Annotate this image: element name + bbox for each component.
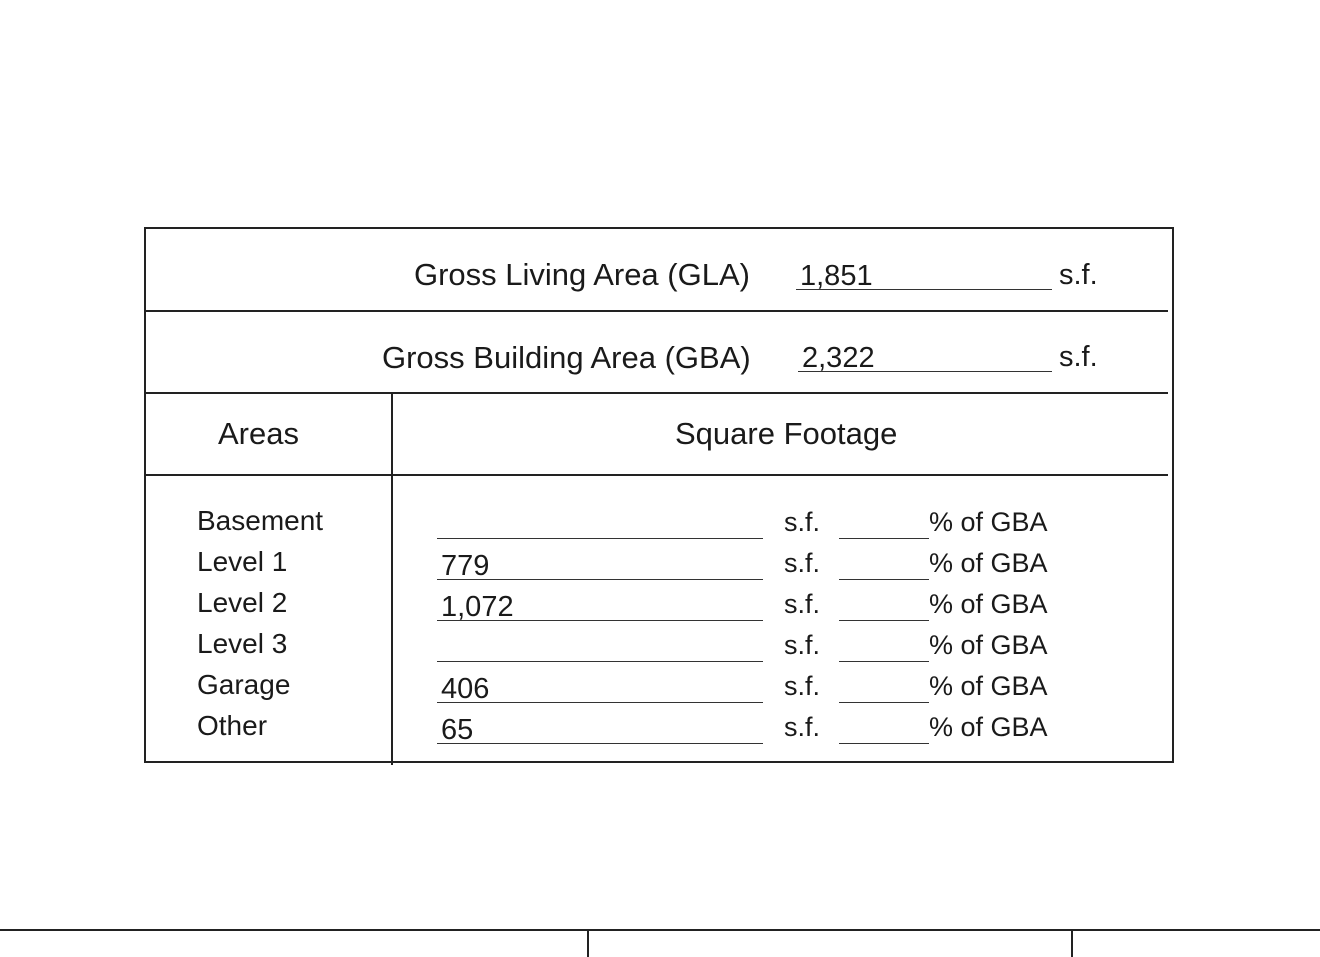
- square-footage-header: Square Footage: [675, 416, 898, 451]
- bottom-table-border: [0, 929, 1320, 931]
- gla-field[interactable]: 1,851: [796, 262, 1052, 290]
- area-name: Level 3: [197, 628, 288, 659]
- sf-unit: s.f.: [784, 630, 821, 660]
- bottom-column-divider: [587, 929, 589, 957]
- area-name: Level 1: [197, 546, 288, 577]
- area-pct-field[interactable]: [839, 716, 929, 744]
- gba-unit: s.f.: [1059, 341, 1098, 373]
- area-calculation-form: [144, 227, 1174, 763]
- gla-unit: s.f.: [1059, 259, 1098, 291]
- area-name: Level 2: [197, 587, 288, 618]
- sf-unit: s.f.: [784, 548, 821, 578]
- gba-field[interactable]: 2,322: [798, 344, 1052, 372]
- divider: [146, 392, 1168, 394]
- area-name: Basement: [197, 505, 324, 536]
- area-sqft-field[interactable]: 406: [437, 675, 763, 703]
- pct-unit: % of GBA: [929, 712, 1048, 742]
- divider: [146, 310, 1168, 312]
- area-pct-field[interactable]: [839, 552, 929, 580]
- pct-unit: % of GBA: [929, 507, 1048, 537]
- area-sqft-field[interactable]: [437, 511, 763, 539]
- gla-label: Gross Living Area (GLA): [414, 257, 750, 292]
- area-sqft-field[interactable]: 65: [437, 716, 763, 744]
- gba-label: Gross Building Area (GBA): [382, 340, 751, 375]
- areas-header: Areas: [218, 416, 299, 451]
- area-name: Garage: [197, 669, 291, 700]
- area-pct-field[interactable]: [839, 675, 929, 703]
- pct-unit: % of GBA: [929, 671, 1048, 701]
- column-divider: [391, 393, 393, 765]
- sf-unit: s.f.: [784, 589, 821, 619]
- pct-unit: % of GBA: [929, 589, 1048, 619]
- sf-unit: s.f.: [784, 671, 821, 701]
- area-name: Other: [197, 710, 268, 741]
- sf-unit: s.f.: [784, 507, 821, 537]
- pct-unit: % of GBA: [929, 630, 1048, 660]
- area-pct-field[interactable]: [839, 634, 929, 662]
- pct-unit: % of GBA: [929, 548, 1048, 578]
- divider: [146, 474, 1168, 476]
- area-pct-field[interactable]: [839, 511, 929, 539]
- area-sqft-field[interactable]: 779: [437, 552, 763, 580]
- sf-unit: s.f.: [784, 712, 821, 742]
- bottom-column-divider: [1071, 929, 1073, 957]
- area-sqft-field[interactable]: 1,072: [437, 593, 763, 621]
- area-pct-field[interactable]: [839, 593, 929, 621]
- area-sqft-field[interactable]: [437, 634, 763, 662]
